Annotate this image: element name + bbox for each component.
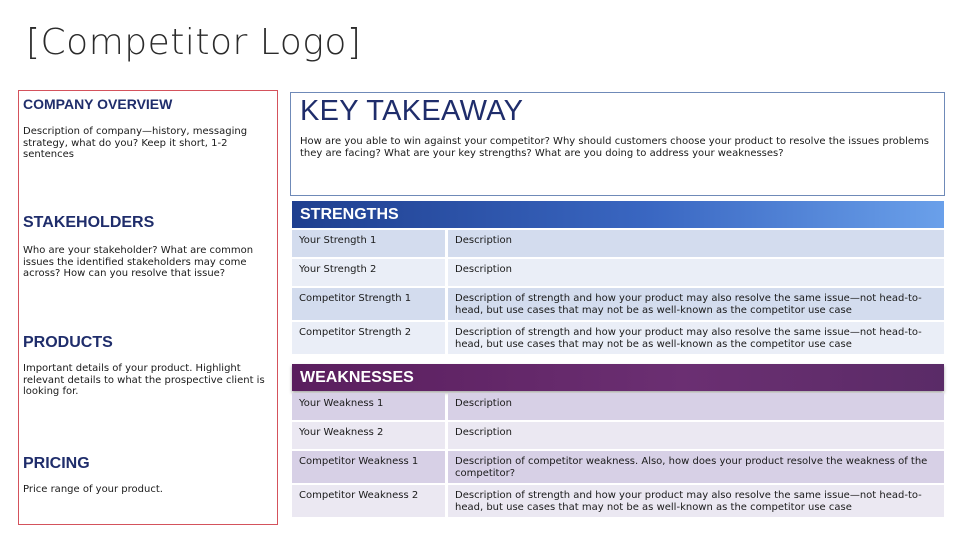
weakness-label: Competitor Weakness 2 <box>292 485 445 517</box>
strength-description: Description of strength and how your product may also resolve the same issue—not head-to-head, but use cases that may not be as well-known as the competitor use case <box>448 288 944 320</box>
weakness-description: Description of competitor weakness. Also, how does your product resolve the weakness of the competitor? <box>448 451 944 483</box>
competitor-logo-title: [Competitor Logo] <box>26 22 362 63</box>
weakness-description: Description <box>448 393 944 420</box>
strength-label: Your Strength 1 <box>292 230 445 257</box>
weakness-label: Your Weakness 2 <box>292 422 445 449</box>
strength-description: Description <box>448 259 944 286</box>
company-overview-text: Description of company—history, messaging strategy, what do you? Keep it short, 1-2 sentences <box>23 126 248 160</box>
stakeholders-text: Who are your stakeholder? What are common issues the identified stakeholders may come across? How can you resolve that issue? <box>23 245 254 279</box>
left-info-panel <box>18 90 278 525</box>
strength-row <box>292 259 944 286</box>
company-overview-heading: COMPANY OVERVIEW <box>23 96 173 112</box>
stakeholders-heading: STAKEHOLDERS <box>23 214 155 231</box>
weakness-description: Description of strength and how your product may also resolve the same issue—not head-to-head, but use cases that may not be as well-known as the competitor use case <box>448 485 944 517</box>
weakness-row <box>292 451 944 483</box>
pricing-heading: PRICING <box>23 455 90 472</box>
strengths-header: STRENGTHS <box>292 201 944 228</box>
products-heading: PRODUCTS <box>23 334 113 351</box>
weakness-row <box>292 485 944 517</box>
strength-label: Competitor Strength 1 <box>292 288 445 320</box>
products-text: Important details of your product. Highlight relevant details to what the prospective client is looking for. <box>23 363 265 397</box>
strength-row <box>292 288 944 320</box>
strength-label: Your Strength 2 <box>292 259 445 286</box>
pricing-text: Price range of your product. <box>23 484 163 495</box>
weakness-description: Description <box>448 422 944 449</box>
strength-row <box>292 322 944 354</box>
key-takeaway-heading: KEY TAKEAWAY <box>300 95 524 127</box>
weakness-row <box>292 422 944 449</box>
key-takeaway-text: How are you able to win against your competitor? Why should customers choose your product to resolve the issues problems they are facing? What are your key strengths? What are you doing to address your weaknesses? <box>300 136 929 159</box>
strength-description: Description <box>448 230 944 257</box>
strength-label: Competitor Strength 2 <box>292 322 445 354</box>
strength-description: Description of strength and how your product may also resolve the same issue—not head-to-head, but use cases that may not be as well-known as the competitor use case <box>448 322 944 354</box>
weakness-label: Your Weakness 1 <box>292 393 445 420</box>
strength-row <box>292 230 944 257</box>
key-takeaway-box <box>290 92 945 196</box>
weakness-row <box>292 393 944 420</box>
weakness-label: Competitor Weakness 1 <box>292 451 445 483</box>
weaknesses-header: WEAKNESSES <box>292 364 944 391</box>
